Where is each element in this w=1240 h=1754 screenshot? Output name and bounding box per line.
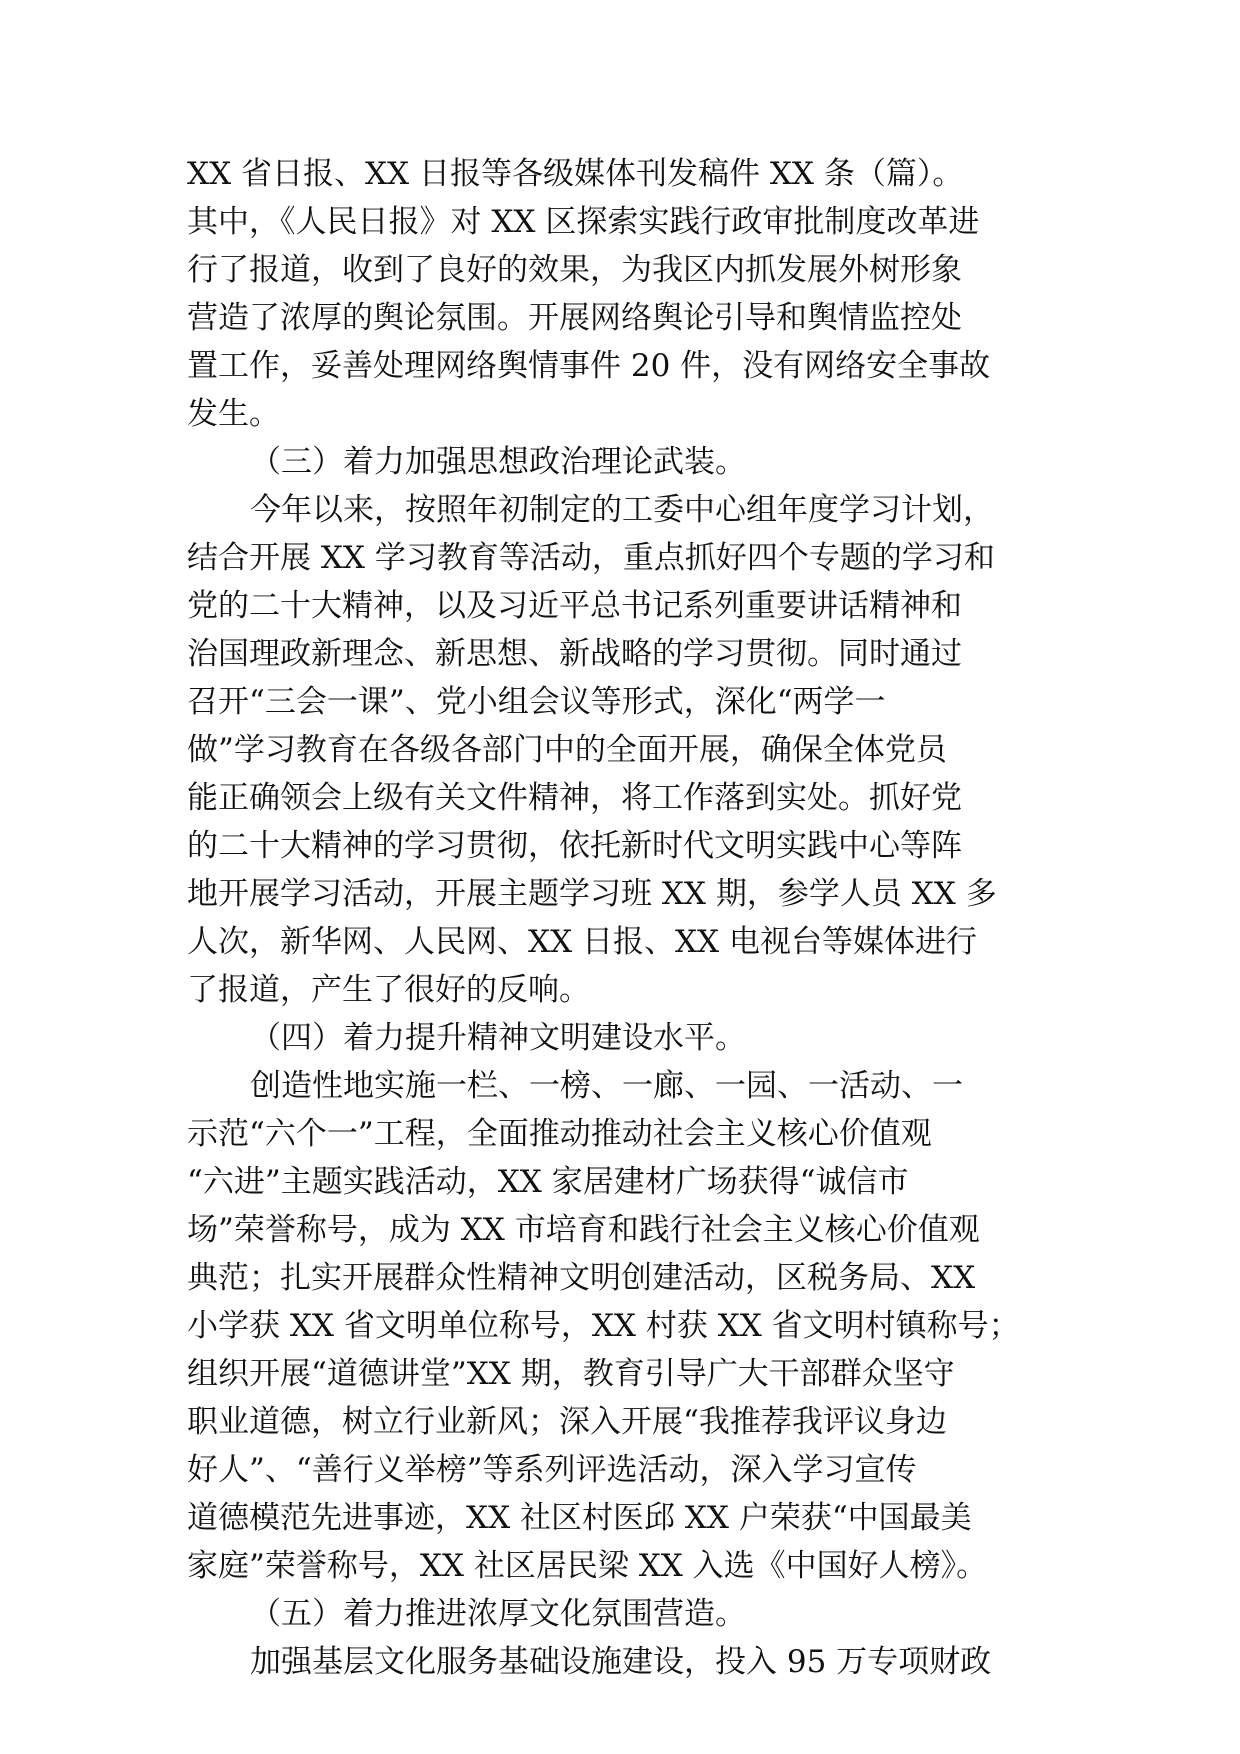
paragraph-line: 的二十大精神的学习贯彻，依托新时代文明实践中心等阵 [187, 828, 962, 864]
paragraph-line: 结合开展 XX 学习教育等活动，重点抓好四个专题的学习和 [187, 540, 995, 576]
paragraph-line: 能正确领会上级有关文件精神，将工作落到实处。抓好党 [187, 780, 962, 816]
paragraph-line: 召开“三会一课”、党小组会议等形式，深化“两学一 [187, 684, 886, 720]
paragraph-line: 营造了浓厚的舆论氛围。开展网络舆论引导和舆情监控处 [187, 300, 962, 336]
paragraph-line-indented: （五）着力推进浓厚文化氛围营造。 [250, 1596, 746, 1632]
paragraph-line: 道德模范先进事迹，XX 社区村医邱 XX 户荣获“中国最美 [187, 1500, 972, 1536]
paragraph-line: 场”荣誉称号，成为 XX 市培育和践行社会主义核心价值观 [187, 1212, 980, 1248]
paragraph-line: 置工作，妥善处理网络舆情事件 20 件，没有网络安全事故 [187, 348, 991, 384]
paragraph-line: XX 省日报、XX 日报等各级媒体刊发稿件 XX 条（篇）。 [187, 156, 964, 192]
paragraph-line: 家庭”荣誉称号，XX 社区居民梁 XX 入选《中国好人榜》。 [187, 1548, 988, 1584]
paragraph-line: 职业道德，树立行业新风；深入开展“我推荐我评议身边 [187, 1404, 947, 1440]
paragraph-line: 其中，《人民日报》对 XX 区探索实践行政审批制度改革进 [187, 204, 980, 240]
paragraph-line-indented: （三）着力加强思想政治理论武装。 [250, 444, 746, 480]
paragraph-line: 了报道，产生了很好的反响。 [187, 972, 590, 1008]
paragraph-line-indented: 加强基层文化服务基础设施建设，投入 95 万专项财政 [250, 1644, 992, 1680]
paragraph-line-indented: 今年以来，按照年初制定的工委中心组年度学习计划， [250, 492, 994, 528]
paragraph-line: 小学获 XX 省文明单位称号，XX 村获 XX 省文明村镇称号； [187, 1308, 1020, 1344]
paragraph-line: 党的二十大精神，以及习近平总书记系列重要讲话精神和 [187, 588, 962, 624]
document-body [187, 150, 1067, 1686]
paragraph-line-indented: 创造性地实施一栏、一榜、一廊、一园、一活动、一 [250, 1068, 963, 1104]
paragraph-line: 人次，新华网、人民网、XX 日报、XX 电视台等媒体进行 [187, 924, 977, 960]
paragraph-line: 发生。 [187, 396, 280, 432]
paragraph-line: 地开展学习活动，开展主题学习班 XX 期，参学人员 XX 多 [187, 876, 997, 912]
paragraph-line: 治国理政新理念、新思想、新战略的学习贯彻。同时通过 [187, 636, 962, 672]
paragraph-line: 典范；扎实开展群众性精神文明创建活动，区税务局、XX [187, 1260, 976, 1296]
paragraph-line: 示范“六个一”工程，全面推动推动社会主义核心价值观 [187, 1116, 932, 1152]
paragraph-line: 行了报道，收到了良好的效果，为我区内抓发展外树形象 [187, 252, 962, 288]
paragraph-line: 做”学习教育在各级各部门中的全面开展，确保全体党员 [187, 732, 947, 768]
paragraph-line: “六进”主题实践活动，XX 家居建材广场获得“诚信市 [187, 1164, 909, 1200]
paragraph-line: 好人”、“善行义举榜”等系列评选活动，深入学习宣传 [187, 1452, 917, 1488]
paragraph-line-indented: （四）着力提升精神文明建设水平。 [250, 1020, 746, 1056]
paragraph-line: 组织开展“道德讲堂”XX 期，教育引导广大干部群众坚守 [187, 1356, 955, 1392]
